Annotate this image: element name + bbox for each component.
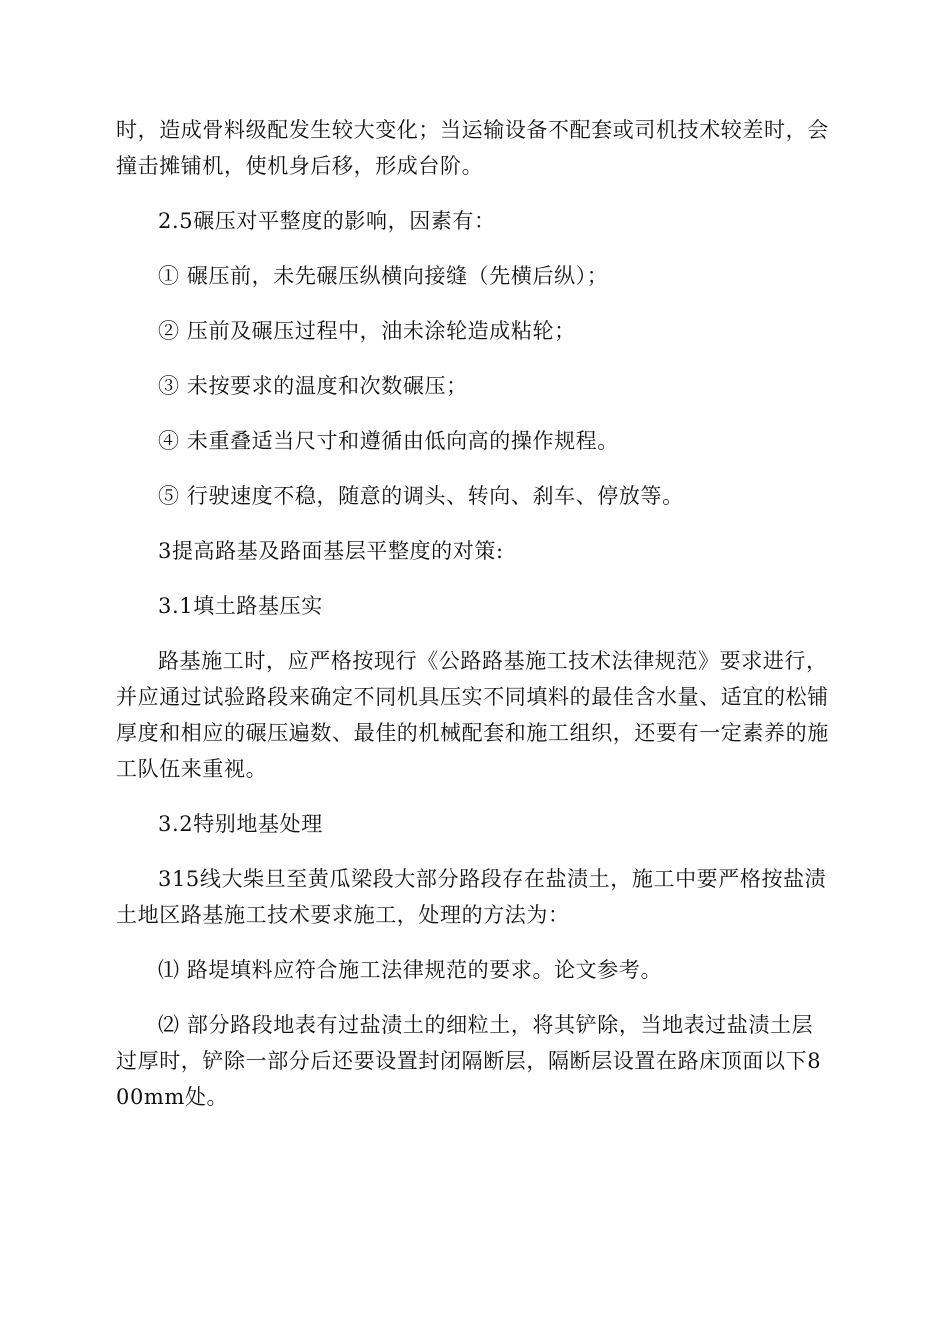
list-item-2: ② 压前及碾压过程中，油未涂轮造成粘轮； <box>158 319 576 343</box>
list-item-3: ③ 未按要求的温度和次数碾压； <box>158 374 468 398</box>
method-item-1: ⑴ 路堤填料应符合施工法律规范的要求。论文参考。 <box>158 958 663 982</box>
list-item-1: ① 碾压前，未先碾压纵横向接缝（先横后纵）； <box>158 264 609 288</box>
paragraph-continuation: 时，造成骨料级配发生较大变化；当运输设备不配套或司机技术较差时，会撞击摊铺机，使机身后移，形成台阶。 <box>116 118 829 178</box>
heading-2-5: 2.5碾压对平整度的影响，因素有： <box>158 209 496 233</box>
subheading-3-2: 3.2特别地基处理 <box>158 812 323 836</box>
document-body <box>116 112 834 1115</box>
list-item-5: ⑤ 行驶速度不稳，随意的调头、转向、刹车、停放等。 <box>158 484 684 508</box>
section-heading-3: 3提高路基及路面基层平整度的对策: <box>158 539 504 563</box>
list-item-4: ④ 未重叠适当尺寸和遵循由低向高的操作规程。 <box>158 429 619 453</box>
subheading-3-1: 3.1填土路基压实 <box>158 594 323 618</box>
paragraph-3-1-body: 路基施工时，应严格按现行《公路路基施工技术法律规范》要求进行，并应通过试验路段来确定不同机具压实不同填料的最佳含水量、适宜的松铺厚度和相应的碾压遍数、最佳的机械配套和施工组织，还要有一定素养的施工队伍来重视。 <box>116 649 829 781</box>
method-item-2: ⑵ 部分路段地表有过盐渍土的细粒土，将其铲除，当地表过盐渍土层过厚时，铲除一部分后还要设置封闭隔断层，隔断层设置在路床顶面以下800mm处。 <box>116 1013 822 1109</box>
paragraph-3-2-body: 315线大柴旦至黄瓜梁段大部分路段存在盐渍土，施工中要严格按盐渍土地区路基施工技术要求施工，处理的方法为： <box>116 867 827 927</box>
